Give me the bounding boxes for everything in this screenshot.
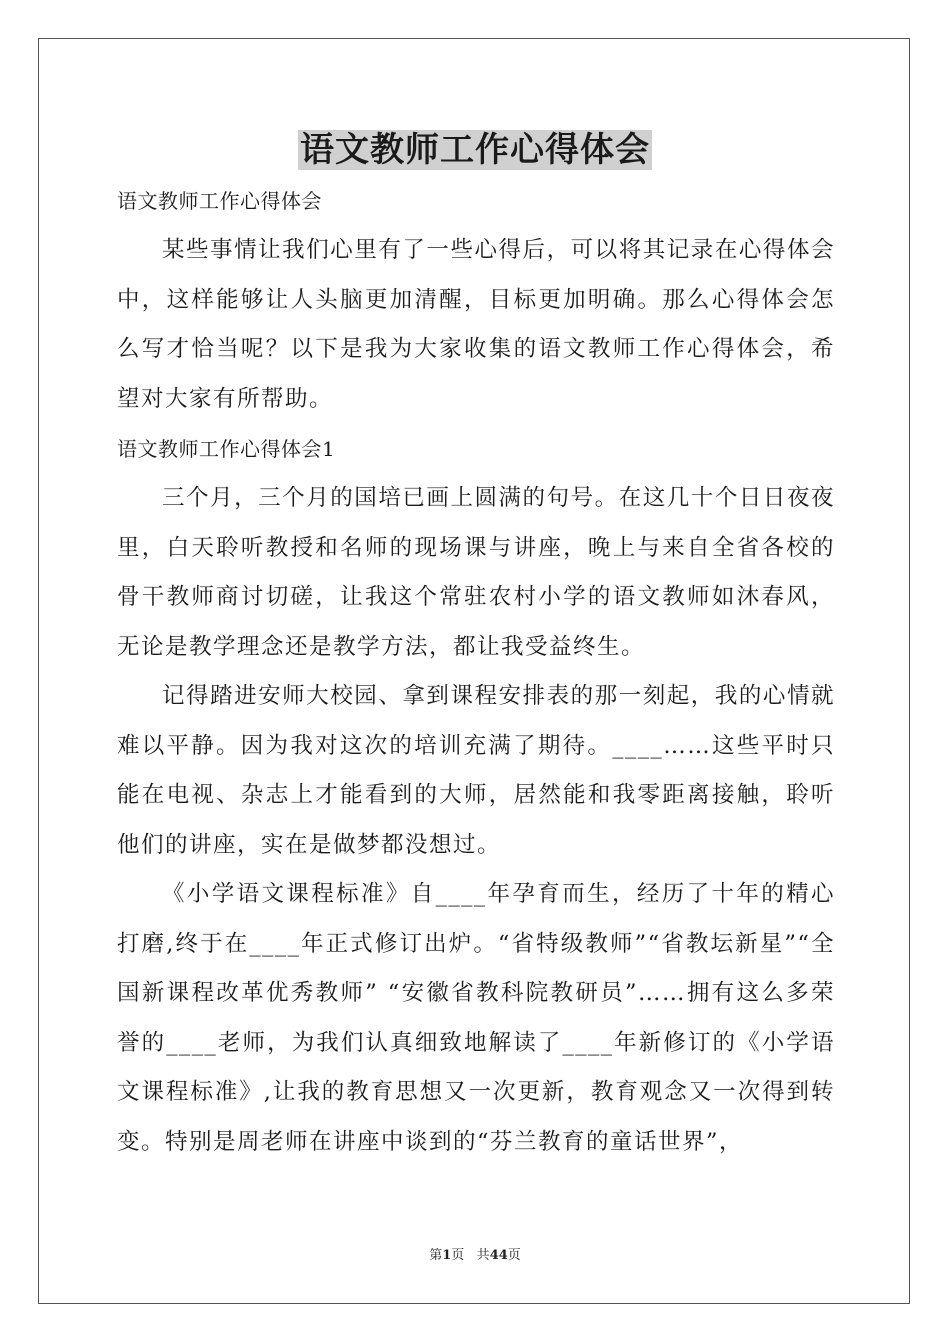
document-title <box>0 126 950 174</box>
total-suffix: 页 <box>507 1248 521 1263</box>
document-subtitle: 语文教师工作心得体会 <box>117 189 322 213</box>
body-paragraph-2: 记得踏进安师大校园、拿到课程安排表的那一刻起，我的心情就难以平静。因为我对这次的培训充满了期待。____……这些平时只能在电视、杂志上才能看到的大师，居然能和我零距离接触，聆听他们的讲座，实在是做梦都没想过。 <box>117 683 835 858</box>
intro-paragraph: 某些事情让我们心里有了一些心得后，可以将其记录在心得体会中，这样能够让人头脑更加清醒，目标更加明确。那么心得体会怎么写才恰当呢？以下是我为大家收集的语文教师工作心得体会，希望对大家有所帮助。 <box>117 237 835 412</box>
section-heading: 语文教师工作心得体会1 <box>117 437 336 461</box>
document-title-text: 语文教师工作心得体会 <box>300 130 650 170</box>
total-prefix: 共 <box>476 1248 490 1263</box>
body-paragraph-1: 三个月，三个月的国培已画上圆满的句号。在这几十个日日夜夜里，白天聆听教授和名师的现场课与讲座，晚上与来自全省各校的骨干教师商讨切磋，让我这个常驻农村小学的语文教师如沐春风，无论是教学理念还是教学方法，都让我受益终生。 <box>117 485 835 660</box>
page-number: 1 <box>442 1248 452 1263</box>
page-suffix: 页 <box>451 1248 465 1263</box>
total-pages: 44 <box>489 1248 508 1263</box>
body-paragraph-3: 《小学语文课程标准》自____年孕育而生，经历了十年的精心打磨,终于在____年正式修订出炉。“省特级教师”“省教坛新星”“全国新课程改革优秀教师” “安徽省教科院教研员”……拥有这么多荣誉的____老师，为我们认真细致地解读了____年新修订的《小学语文课程标准》,让我的教育思想又一次更新，教育观念又一次得到转变。特别是周老师在讲座中谈到的“芬兰教育的童话世界”， <box>117 881 835 1155</box>
page-prefix: 第 <box>429 1248 443 1263</box>
document-body <box>117 176 835 1167</box>
page-footer <box>0 1247 950 1265</box>
